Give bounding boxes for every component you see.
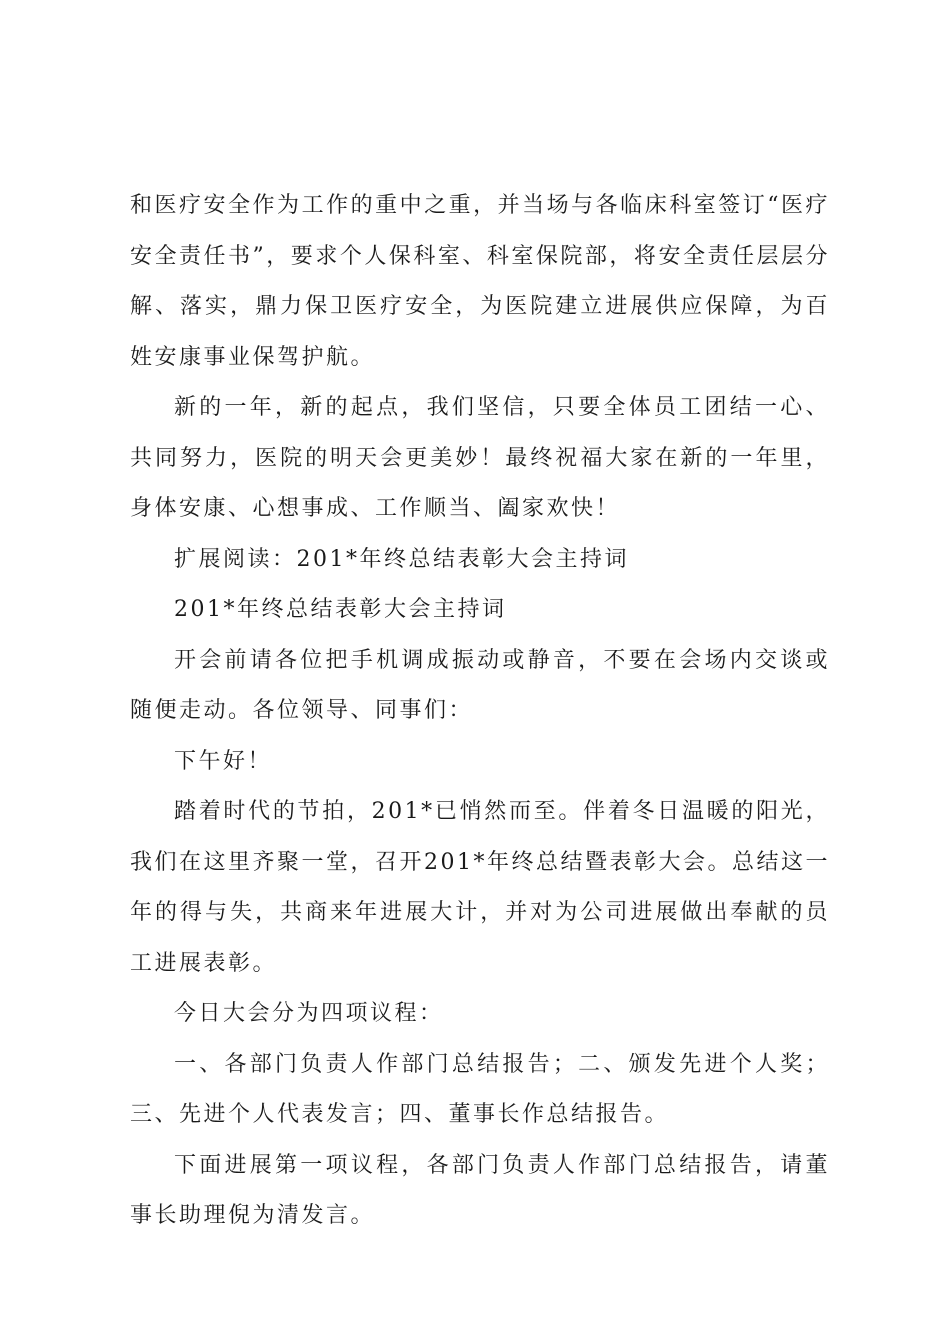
paragraph-first-item: 下面进展第一项议程，各部门负责人作部门总结报告，请董事长助理倪为清发言。 [130,1152,830,1228]
paragraph-section-title: 201*年终总结表彰大会主持词 [174,597,507,622]
paragraph-agenda-items: 一、各部门负责人作部门总结报告；二、颁发先进个人奖；三、先进个人代表发言；四、董事长作总结报告。 [130,1051,830,1127]
paragraph-meeting-notice: 开会前请各位把手机调成振动或静音，不要在会场内交谈或随便走动。各位领导、同事们： [130,647,830,723]
document-body [130,181,830,1242]
paragraph-extended-reading: 扩展阅读：201*年终总结表彰大会主持词 [174,546,629,572]
paragraph-agenda-intro: 今日大会分为四项议程： [174,1001,444,1026]
paragraph-new-year-wishes: 新的一年，新的起点，我们坚信，只要全体员工团结一心、共同努力，医院的明天会更美妙！最终祝福大家在新的一年里，身体安康、心想事成、工作顺当、阖家欢快！ [130,395,830,521]
paragraph-continuation: 和医疗安全作为工作的重中之重，并当场与各临床科室签订“医疗安全责任书”，要求个人保科室、科室保院部，将安全责任层层分解、落实，鼎力保卫医疗安全，为医院建立进展供应保障，为百姓安康事业保驾护航。 [130,193,830,370]
paragraph-opening: 踏着时代的节拍，201*已悄然而至。伴着冬日温暖的阳光，我们在这里齐聚一堂，召开201*年终总结暨表彰大会。总结这一年的得与失，共商来年进展大计，并对为公司进展做出奉献的员工进展表彰。 [130,799,830,976]
paragraph-greeting: 下午好！ [174,748,273,774]
